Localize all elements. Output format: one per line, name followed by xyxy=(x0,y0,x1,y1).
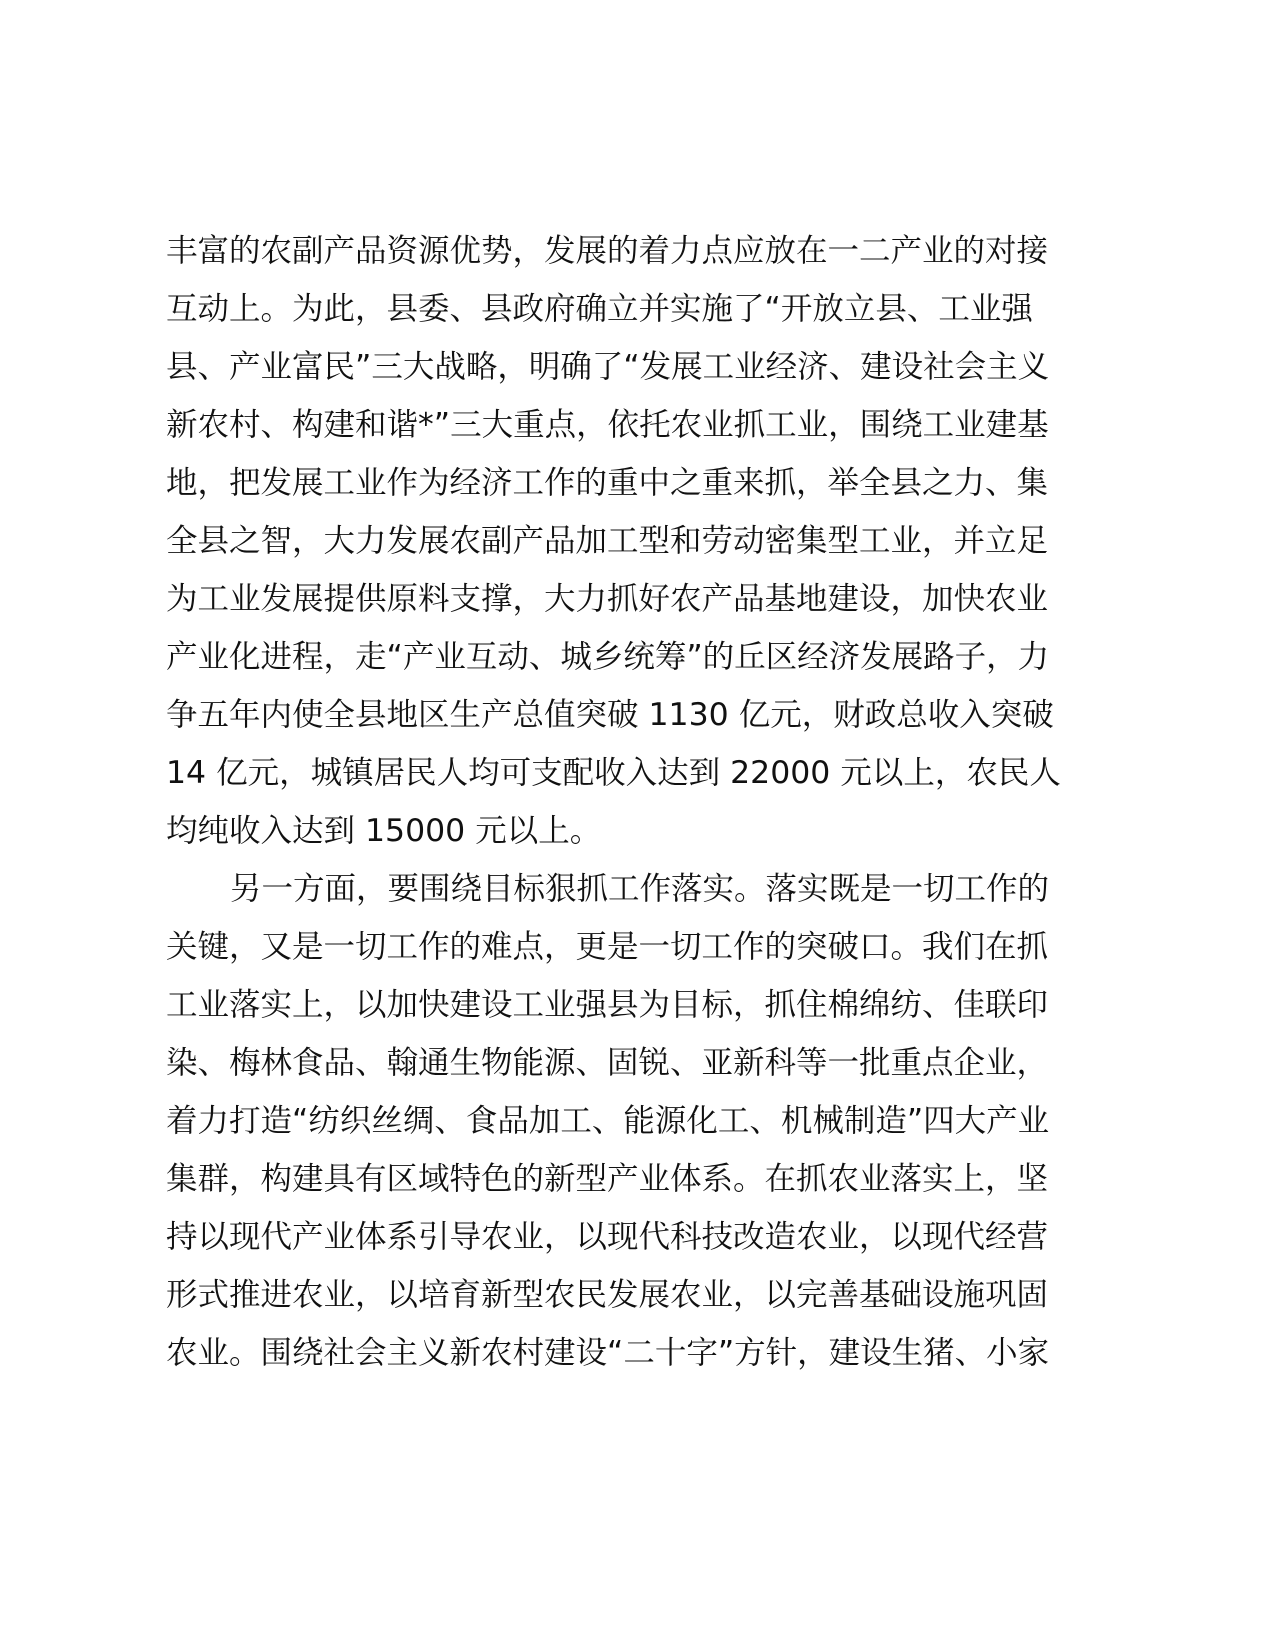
text-line: 产业化进程，走“产业互动、城乡统筹”的丘区经济发展路子，力 xyxy=(166,639,1050,675)
text-line: 县、产业富民”三大战略，明确了“发展工业经济、建设社会主义 xyxy=(166,349,1050,385)
paragraph-1 xyxy=(166,222,1101,860)
text-line: 染、梅林食品、翰通生物能源、固锐、亚新科等一批重点企业， xyxy=(166,1045,1049,1081)
paragraph-2 xyxy=(166,860,1101,1382)
text-line: 持以现代产业体系引导农业，以现代科技改造农业，以现代经营 xyxy=(166,1219,1049,1255)
text-line: 互动上。为此，县委、县政府确立并实施了“开放立县、工业强 xyxy=(166,291,1033,327)
text-line: 着力打造“纺织丝绸、食品加工、能源化工、机械制造”四大产业 xyxy=(166,1103,1050,1139)
text-line: 为工业发展提供原料支撑，大力抓好农产品基地建设，加快农业 xyxy=(166,581,1049,617)
text-line: 地，把发展工业作为经济工作的重中之重来抓，举全县之力、集 xyxy=(166,465,1049,501)
text-line: 新农村、构建和谐*”三大重点，依托农业抓工业，围绕工业建基 xyxy=(166,407,1049,443)
text-line: 丰富的农副产品资源优势，发展的着力点应放在一二产业的对接 xyxy=(166,233,1049,269)
text-line: 集群，构建具有区域特色的新型产业体系。在抓农业落实上，坚 xyxy=(166,1161,1049,1197)
body-text xyxy=(166,222,1101,1382)
text-line: 14 亿元，城镇居民人均可支配收入达到 22000 元以上，农民人 xyxy=(166,755,1061,791)
text-line: 全县之智，大力发展农副产品加工型和劳动密集型工业，并立足 xyxy=(166,523,1049,559)
text-line: 农业。围绕社会主义新农村建设“二十字”方针，建设生猪、小家 xyxy=(166,1335,1050,1371)
text-line: 争五年内使全县地区生产总值突破 1130 亿元，财政总收入突破 xyxy=(166,697,1054,733)
text-line: 关键，又是一切工作的难点，更是一切工作的突破口。我们在抓 xyxy=(166,929,1049,965)
text-line: 均纯收入达到 15000 元以上。 xyxy=(166,813,602,849)
text-line: 另一方面，要围绕目标狠抓工作落实。落实既是一切工作的 xyxy=(230,871,1050,907)
text-line: 形式推进农业，以培育新型农民发展农业，以完善基础设施巩固 xyxy=(166,1277,1049,1313)
text-line: 工业落实上，以加快建设工业强县为目标，抓住棉绵纺、佳联印 xyxy=(166,987,1049,1023)
